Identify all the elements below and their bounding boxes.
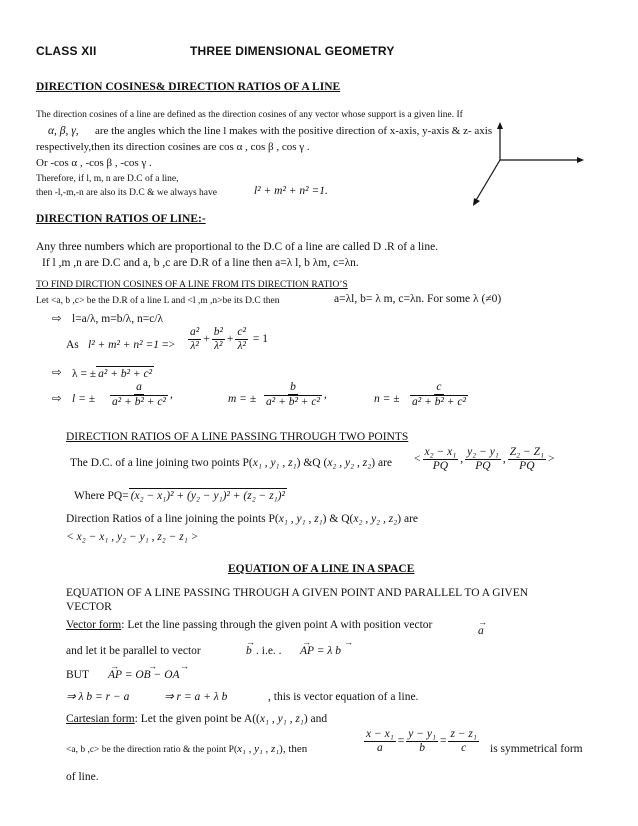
frac-denominator: PQ	[519, 460, 535, 472]
frac-denominator: a² + b² + c²	[266, 396, 320, 408]
equation-text: AP = λ b	[300, 645, 341, 657]
text-span: ) are	[371, 457, 393, 469]
right-arrow-bullet-icon: ⇨	[52, 393, 62, 405]
frac-numerator: x₂ − x₁	[424, 446, 457, 458]
vector-a: → a	[478, 617, 487, 637]
frac-denominator: λ²	[190, 340, 199, 352]
text-line: If l ,m ,n are D.C and a, b ,c are D.R of a line then a=λ l, b λm, c=λn.	[42, 257, 359, 269]
frac-denominator: a	[376, 742, 383, 754]
angles-symbols: α, β, γ,	[48, 125, 79, 137]
text-line: respectively,then its direction cosines are cos α , cos β , cos γ .	[36, 141, 310, 153]
text-span: Direction Ratios of a line joining the points P(	[66, 513, 279, 525]
frac-denominator: a² + b² + c²	[412, 396, 466, 408]
of-line-text: of line.	[66, 771, 99, 783]
symmetric-form: $\frac{\text{x − x₁}}{a}$ = $\frac{\text{y − y₁}}{b}$ = $\frac{\text{z − z₁}}{c}$	[366, 728, 477, 754]
section-heading-dc-dr: DIRECTION COSINES& DIRECTION RATIOS OF A LINE	[36, 81, 341, 93]
frac-numerator: b²	[213, 326, 223, 338]
sqrt-expression: a² + b² + c²	[98, 368, 153, 380]
section-heading-two-points: DIRECTION RATIOS OF A LINE PASSING THROUGH TWO POINTS	[66, 431, 409, 443]
frac-denominator: λ²	[214, 340, 223, 352]
frac-numerator: c	[436, 381, 442, 393]
text-line: The direction cosines of a line are defined as the direction cosines of any vector whose support is a given line. If	[36, 110, 463, 120]
but-equation: → → → AP = OB − OA	[108, 661, 189, 681]
step-expression: l=a/λ, m=b/λ, n=c/λ	[72, 313, 164, 325]
text-span: ) & Q(	[322, 513, 354, 525]
ie-text: . i.e. .	[256, 645, 282, 657]
distance-expression: (x₂ − x₁)² + (y₂ − y₁)² + (z₂ − z₁)²	[130, 490, 285, 502]
frac-numerator: z − z₁	[450, 728, 477, 740]
text-line: Let <a, b ,c> be the D.R of a line L and <l ,m ,n>be its D.C then	[36, 296, 280, 306]
frac-denominator: λ²	[237, 340, 246, 352]
as-label: As	[66, 339, 79, 351]
frac-numerator: a	[136, 381, 142, 393]
text-line: then -l,-m,-n are also its D.C & we always have	[36, 188, 217, 198]
vector-b: → b	[246, 637, 255, 657]
l-label: l = ±	[72, 393, 96, 405]
document-title: THREE DIMENSIONAL GEOMETRY	[190, 44, 395, 58]
vector-symbol: b	[246, 645, 252, 657]
implication-2: ⇒ r = a + λ b	[164, 691, 228, 703]
frac-denominator: b	[419, 742, 425, 754]
section-heading-dr: DIRECTION RATIOS OF LINE:-	[36, 213, 206, 225]
section-heading-find-dc: TO FIND DIRCTION COSINES OF A LINE FROM ITS DIRECTION RATIO’S	[36, 280, 348, 290]
point-p: x₁ , y₁ , z₁	[237, 743, 280, 755]
symmetric-form-text: is symmetrical form	[490, 743, 583, 755]
where-label: Where PQ=	[74, 490, 129, 502]
ap-equation: → → AP = λ b	[300, 637, 353, 657]
n-fraction	[408, 381, 470, 409]
text-span: ) are	[397, 513, 419, 525]
text-line: Or -cos α , -cos β , -cos γ .	[36, 157, 152, 169]
frac-numerator: x − x₁	[366, 728, 394, 740]
text-line: are the angles which the line l makes with the positive direction of x-axis, y-axis & z- axis	[95, 125, 493, 137]
frac-numerator: y − y₁	[408, 728, 436, 740]
text-span: : Let the given point be A((	[134, 713, 260, 725]
xyz-axes-icon	[470, 120, 600, 210]
fraction-sum: $\frac{\text{a²}}{\text{λ²}}$ + $\frac{\text{b²}}{\text{λ²}}$ + $\frac{\text{c²}}{\text{λ²}}$ = 1	[190, 326, 268, 352]
but-label: BUT	[66, 669, 89, 681]
text-line: Therefore, if l, m, n are D.C of a line,	[36, 174, 179, 184]
frac-numerator: c²	[237, 326, 246, 338]
frac-denominator: PQ	[432, 460, 449, 472]
text-span: The D.C. of a line joining two points P(	[70, 457, 253, 469]
point-p: x₁ , y₁ , z₁	[278, 513, 323, 525]
dc-two-points-line	[70, 456, 392, 470]
frac-denominator: PQ	[475, 460, 491, 472]
dr-point-line	[66, 742, 307, 757]
frac-numerator: y₂ − y₁	[467, 446, 499, 458]
cartesian-label: Cartesian form	[66, 713, 135, 725]
identity-expression: l² + m² + n² =1.	[254, 185, 328, 197]
vector-symbol: a	[478, 625, 484, 637]
point-p: x₁ , y₁ , z₁	[252, 457, 297, 469]
text-span: ) &Q (	[296, 457, 328, 469]
sub-heading: VECTOR	[66, 601, 112, 613]
point-q: x₂ , y₂ , z₂	[353, 513, 398, 525]
l-fraction: $\frac{a}{\text{a² + b² + c²}}$ ,	[112, 381, 173, 408]
text-span: <a, b ,c> be the direction ratio & the point P(	[66, 745, 238, 755]
dr-two-points-line	[66, 512, 418, 526]
n-label: n = ±	[374, 393, 400, 405]
cartesian-line	[66, 712, 327, 726]
lambda-label: λ = ±	[72, 368, 97, 380]
text-span: ), then	[279, 743, 308, 755]
dr-result: < x₂ − x₁ , y₂ − y₁ , z₂ − z₁ >	[66, 531, 199, 543]
implication-1: ⇒ λ b = r − a	[66, 691, 130, 703]
identity-expression: l² + m² + n² =1	[88, 339, 159, 351]
class-label: CLASS XII	[36, 44, 97, 58]
point-q: x₂ , y₂ , z₂	[327, 457, 372, 469]
right-arrow-bullet-icon: ⇨	[52, 313, 62, 325]
text-span: ) and	[303, 713, 328, 725]
vector-form-line	[66, 618, 432, 632]
dc-fractions: < $\frac{\text{x₂ − x₁}}{PQ}$ , $\frac{\text{y₂ − y₁}}{PQ}$ , $\frac{\text{Z₂ − Z₁}}{PQ}$ >	[414, 446, 555, 472]
text-span: : Let the line passing through the given point A with position vector	[121, 619, 433, 631]
frac-denominator: a² + b² + c²	[112, 396, 166, 408]
right-arrow-bullet-icon: ⇨	[52, 367, 62, 379]
section-heading-equation: EQUATION OF A LINE IN A SPACE	[228, 563, 415, 575]
frac-numerator: Z₂ − Z₁	[509, 446, 544, 458]
where-pq-line	[74, 488, 287, 503]
frac-numerator: a²	[190, 326, 200, 338]
equation-text: AP = OB − OA	[108, 669, 180, 681]
vector-form-label: Vector form	[66, 619, 122, 631]
sub-heading: EQUATION OF A LINE PASSING THROUGH A GIVEN POINT AND PARALLEL TO A GIVEN	[66, 587, 529, 599]
vector-equation-text: , this is vector equation of a line.	[268, 691, 419, 703]
point-a: x₁ , y₁ , z₁	[259, 713, 304, 725]
frac-denominator: c	[461, 742, 467, 754]
implies-arrow: =>	[162, 339, 175, 351]
lambda-expression	[72, 366, 154, 381]
m-fraction: $\frac{b}{\text{a² + b² + c²}}$ ,	[266, 381, 327, 408]
text-line: Any three numbers which are proportional to the D.C of a line are called D .R of a line.	[36, 241, 439, 253]
parallel-line: and let it be parallel to vector	[66, 645, 201, 657]
text-line: a=λl, b= λ m, c=λn. For some λ (≠0)	[334, 293, 502, 305]
equals-one: = 1	[252, 333, 268, 346]
m-label: m = ±	[228, 393, 257, 405]
frac-numerator: b	[290, 381, 296, 393]
